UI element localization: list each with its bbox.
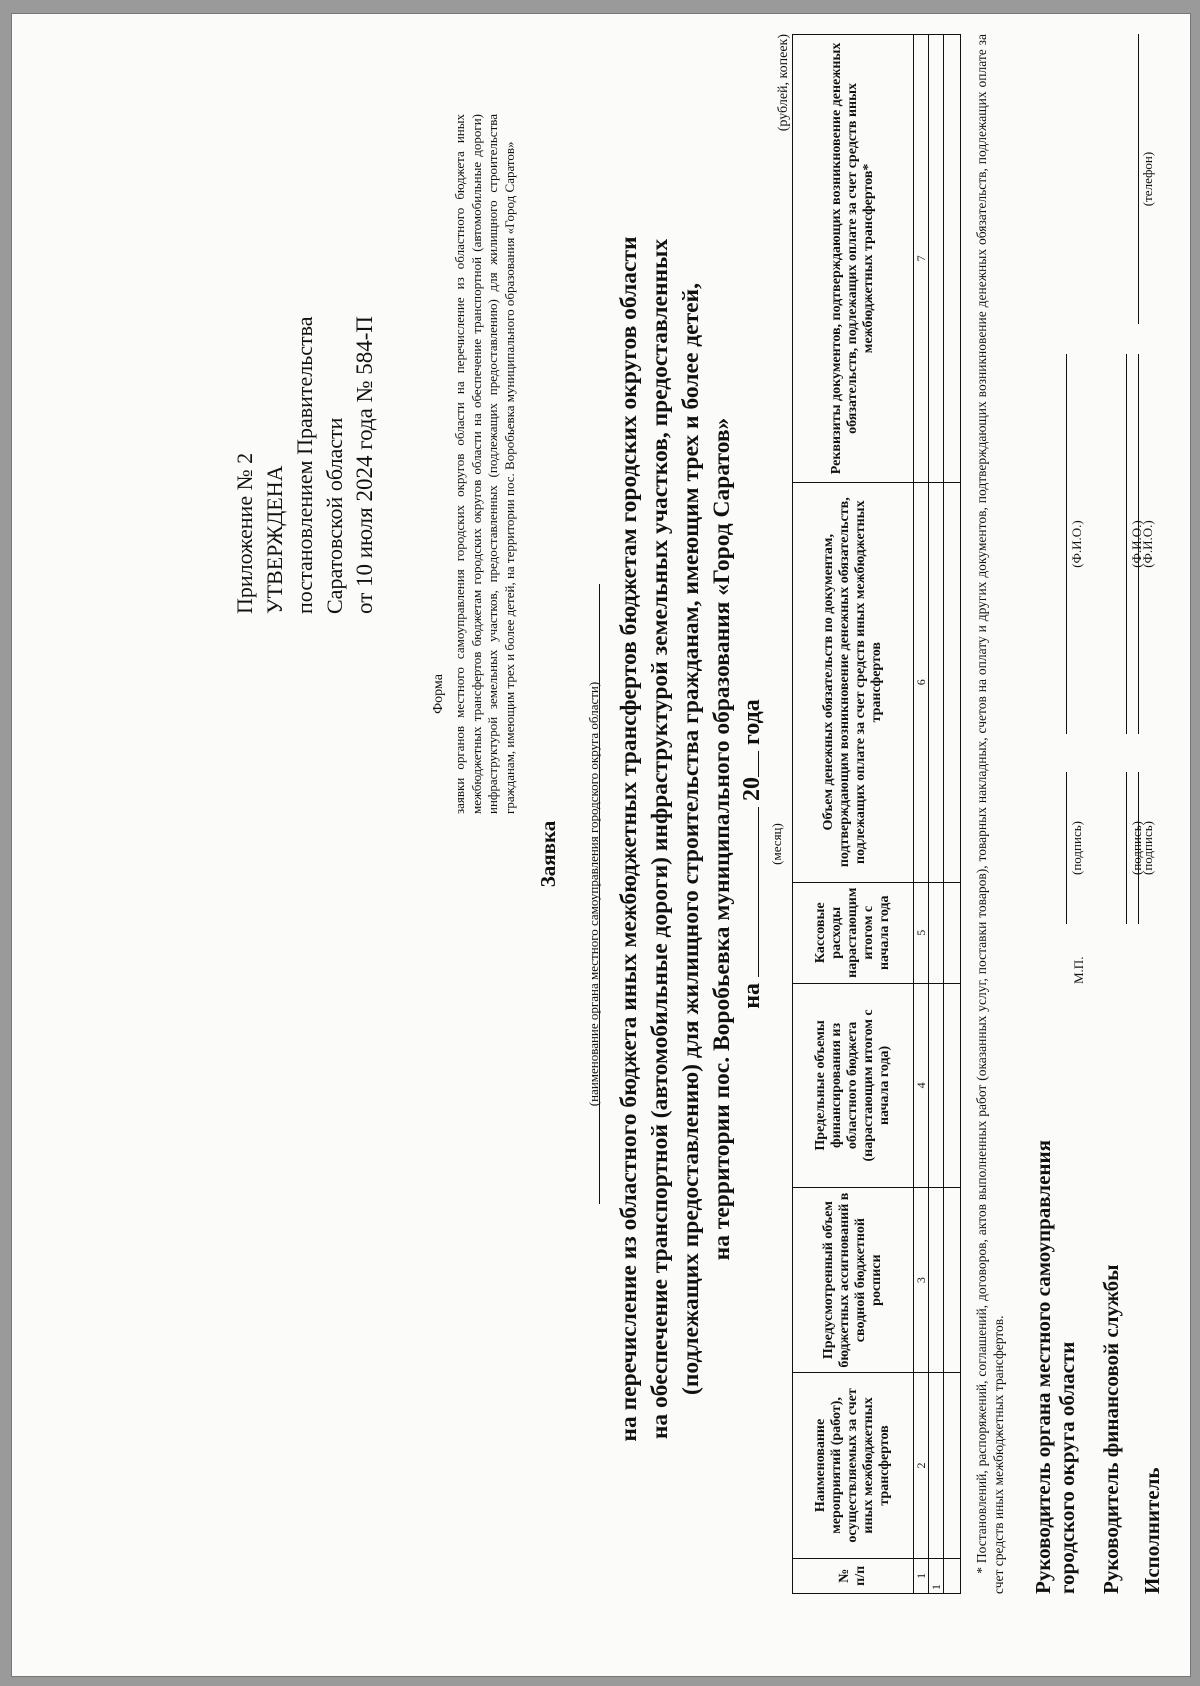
document-title: Заявка (536, 820, 560, 888)
signature-finance-title: Руководитель финансовой службы (1099, 1264, 1123, 1594)
col-header-obligations-volume: Объем денежных обязательств по документам, подтверждающим возникновение денежных обязательств, подлежащих оплате за счет средств иных межбюджетных трансфертов (793, 482, 914, 882)
signature-caption: (подпись) (1069, 821, 1084, 875)
period-line (738, 24, 766, 1676)
request-subject (614, 34, 738, 1644)
col-header-planned-budget: Предусмотренный объем бюджетных ассигнований в сводной бюджетной росписи (793, 1187, 914, 1372)
table-cell[interactable] (929, 1187, 944, 1372)
approved-by-region: Саратовской области (322, 417, 347, 614)
year-prefix: 20 (739, 776, 765, 801)
table-cell[interactable] (944, 882, 961, 983)
table-cell[interactable] (944, 1373, 961, 1558)
executor-signature-line[interactable] (1138, 772, 1139, 924)
col-number: 1 (914, 1558, 929, 1593)
subject-line: на территории пос. Воробьевка муниципального образования «Город Саратов» (709, 417, 735, 1261)
table-row (944, 35, 961, 1594)
name-caption: (Ф.И.О.) (1129, 520, 1144, 568)
table-cell[interactable] (944, 983, 961, 1187)
col-header-document-details: Реквизиты документов, подтверждающих возникновение денежных обязательств, подлежащих оплате за счет средств иных межбюджетных трансфертов* (793, 35, 914, 483)
col-header-activity: Наименование мероприятий (работ), осуществляемых за счет иных межбюджетных трансфертов (793, 1373, 914, 1558)
month-caption: (месяц) (769, 823, 784, 865)
col-header-limit-financing: Предельные объемы финансирования из областного бюджета (нарастающим итогом с начала года) (793, 983, 914, 1187)
signature-caption: (подпись) (1140, 821, 1155, 875)
table-cell[interactable] (929, 882, 944, 983)
table-cell[interactable] (944, 35, 961, 483)
head-name-line[interactable] (1066, 354, 1067, 734)
table-row (914, 35, 929, 1594)
subject-line: (подлежащих предоставлению) для жилищного строительства гражданам, имеющим трех и более детей, (678, 283, 704, 1395)
col-number: 3 (914, 1187, 929, 1372)
table-row (929, 35, 944, 1594)
form-label: Форма (431, 674, 446, 714)
scanned-page (12, 14, 1190, 1676)
approval-block (230, 54, 380, 614)
table-cell[interactable] (944, 482, 961, 882)
units-caption: (рублей, копеек) (776, 34, 791, 132)
month-blank[interactable] (738, 807, 759, 977)
signature-head-line2: городского округа области (1055, 1341, 1079, 1594)
subject-line: на обеспечение транспортной (автомобильные дороги) инфраструктурой земельных участков, предоставленных (647, 238, 673, 1440)
col-number: 7 (914, 35, 929, 483)
request-table (792, 34, 961, 1594)
org-name-caption: (наименование органа местного самоуправления городского округа области) (586, 681, 601, 1107)
head-signature-line[interactable] (1066, 772, 1067, 924)
finance-signature-line[interactable] (1126, 772, 1127, 924)
col-number: 5 (914, 882, 929, 983)
subject-line: на перечисление из областного бюджета иных межбюджетных трансфертов бюджетам городских округов области (616, 236, 642, 1442)
period-prefix: на (739, 982, 765, 1009)
signature-head-title (1031, 894, 1079, 1594)
executor-phone-line[interactable] (1138, 34, 1139, 324)
col-number: 6 (914, 482, 929, 882)
phone-caption: (телефон) (1140, 151, 1155, 207)
form-description: заявки органов местного самоуправления городских округов области на перечисление из областного бюджета иных межбюджетных трансфертов бюджетам городских округов области на обеспечение транспортной (автомобильные дороги) инфраструктурой земельных участков, предоставленных (подлежащих предоставлению) для жилищного строительства гражданам, имеющим трех и более детей, на территории пос. Воробьевка муниципального образования «Город Саратов» (452, 114, 517, 814)
col-number: 2 (914, 1373, 929, 1558)
approved-by-line: постановлением Правительства (292, 316, 317, 614)
approved-stamp: УТВЕРЖДЕНА (262, 465, 287, 614)
year-blank[interactable] (738, 751, 759, 777)
executor-name-line[interactable] (1138, 354, 1139, 734)
footnote: * Постановлений, распоряжений, соглашений, договоров, актов выполненных работ (оказанных услуг, поставки товаров), товарных накладных, счетов на оплату и других документов, подтверждающих возникновение денежных обязательств, подлежащих оплате за счет средств иных межбюджетных трансфертов. (974, 34, 1006, 1594)
signature-caption: (подпись) (1129, 821, 1144, 875)
stamp-place-label: М.П. (1071, 956, 1086, 984)
finance-name-line[interactable] (1126, 354, 1127, 734)
col-header-cash-expenses: Кассовые расходы нарастающим итогом с начала года (793, 882, 914, 983)
table-cell[interactable] (929, 482, 944, 882)
appendix-number: Приложение № 2 (232, 452, 257, 614)
col-number: 4 (914, 983, 929, 1187)
signature-head-line1: Руководитель органа местного самоуправления (1031, 1140, 1055, 1594)
name-caption: (Ф.И.О.) (1069, 520, 1084, 568)
document-page (66, 24, 1164, 1676)
approval-date: от 10 июля 2024 года № 584-П (352, 315, 377, 614)
col-header-number: № п/п (793, 1558, 914, 1593)
signature-executor-title: Исполнитель (1140, 1467, 1164, 1594)
table-header-row (793, 35, 914, 1594)
year-suffix: года (739, 699, 765, 745)
table-cell (944, 1558, 961, 1593)
table-cell[interactable] (929, 983, 944, 1187)
table-cell[interactable] (929, 35, 944, 483)
table-cell: 1 (929, 1558, 944, 1593)
name-caption: (Ф.И.О.) (1140, 520, 1155, 568)
table-cell[interactable] (944, 1187, 961, 1372)
table-cell[interactable] (929, 1373, 944, 1558)
